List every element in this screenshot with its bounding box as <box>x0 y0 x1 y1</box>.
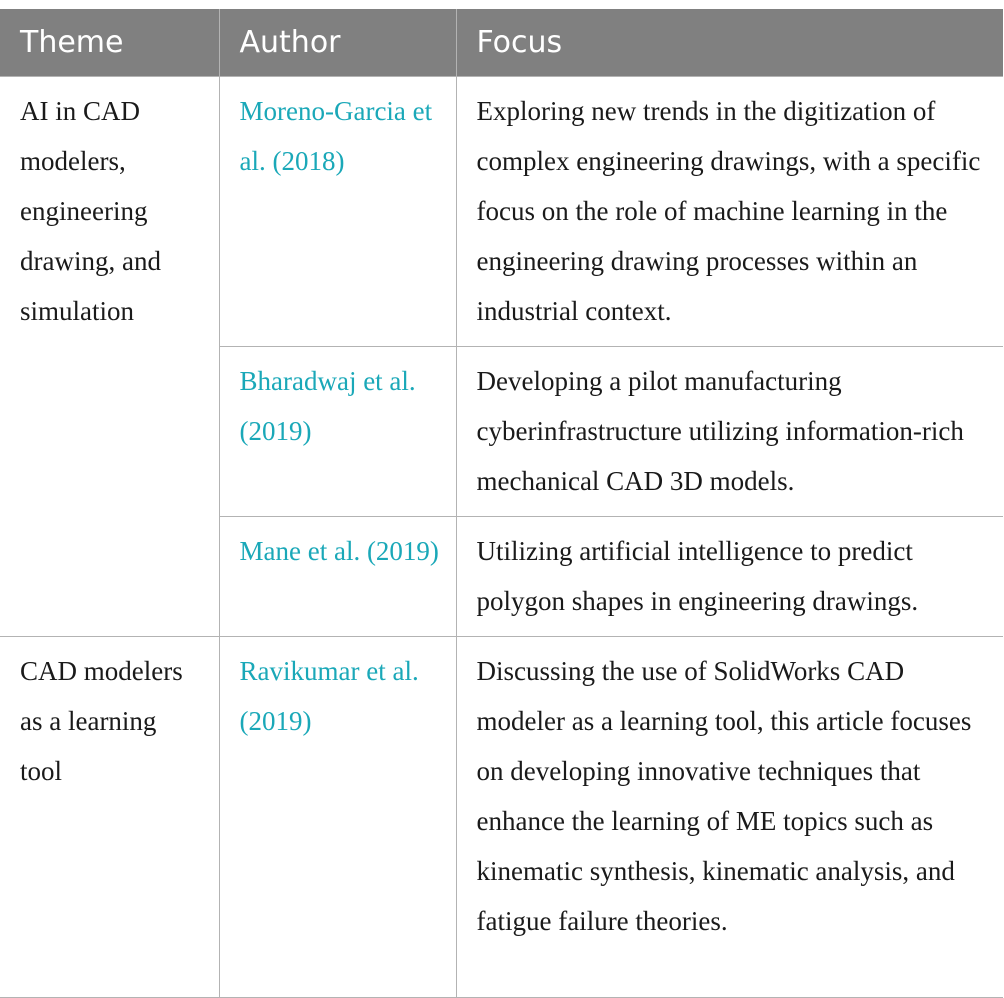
table-header-row <box>0 9 1003 77</box>
author-citation-link[interactable]: Mane et al. (2019) <box>239 536 439 566</box>
author-cell <box>219 77 456 347</box>
column-header-author: Author <box>219 9 456 77</box>
focus-cell <box>456 637 1003 998</box>
column-header-theme: Theme <box>0 9 219 77</box>
focus-cell <box>456 347 1003 517</box>
focus-text: Discussing the use of SolidWorks CAD modeler as a learning tool, this article focuses on developing innovative techniques that enhance the learning of ME topics such as kinematic synthesis, kinematic analysis, and fatigue failure theories. <box>476 656 972 936</box>
table-row <box>0 77 1003 347</box>
table-row <box>0 637 1003 998</box>
focus-cell <box>456 517 1003 637</box>
author-cell <box>219 517 456 637</box>
focus-text: Utilizing artificial intelligence to predict polygon shapes in engineering drawings. <box>476 536 919 616</box>
author-citation-link[interactable]: Bharadwaj et al. (2019) <box>239 366 416 446</box>
literature-table <box>0 9 1003 998</box>
column-header-focus: Focus <box>456 9 1003 77</box>
author-citation-link[interactable]: Ravikumar et al. (2019) <box>239 656 419 736</box>
focus-text: Exploring new trends in the digitization of complex engineering drawings, with a specific focus on the role of machine learning in the engineering drawing processes within an industrial context. <box>476 96 981 326</box>
author-cell <box>219 347 456 517</box>
theme-cell <box>0 637 219 998</box>
focus-text: Developing a pilot manufacturing cyberinfrastructure utilizing information-rich mechanical CAD 3D models. <box>476 366 964 496</box>
author-cell <box>219 637 456 998</box>
theme-text: AI in CAD modelers, engineering drawing, and simulation <box>20 96 161 326</box>
theme-cell <box>0 77 219 637</box>
focus-cell <box>456 77 1003 347</box>
author-citation-link[interactable]: Moreno-Garcia et al. (2018) <box>239 96 433 176</box>
theme-text: CAD modelers as a learning tool <box>20 656 183 786</box>
